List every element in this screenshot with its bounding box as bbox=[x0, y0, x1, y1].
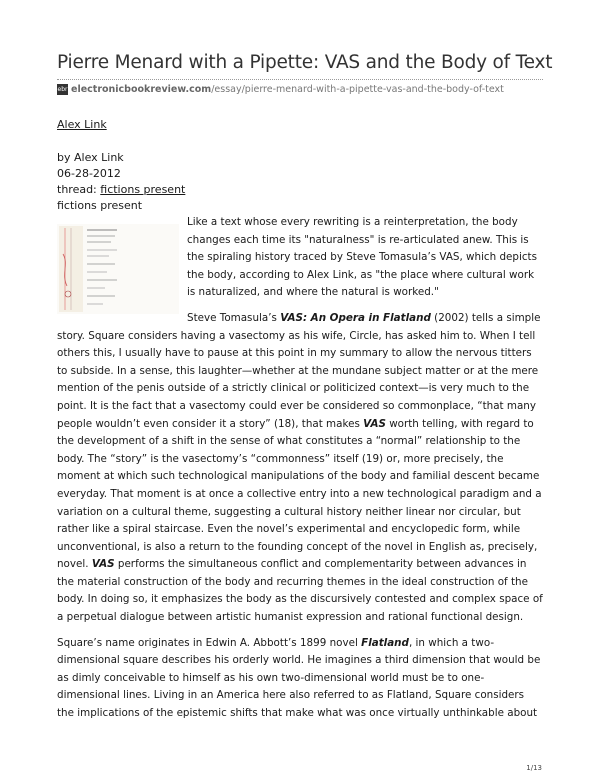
paragraph-text: Square’s name originates in Edwin A. Abbott’s 1899 novel bbox=[57, 636, 362, 649]
page-title: Pierre Menard with a Pipette: VAS and the Body of Text bbox=[57, 52, 553, 73]
site-favicon-icon: ebr bbox=[57, 86, 68, 93]
book-title: Flatland bbox=[361, 636, 409, 649]
author-link-line bbox=[57, 117, 107, 133]
article-body bbox=[57, 214, 543, 731]
thread-label: thread: bbox=[57, 183, 101, 196]
title-divider bbox=[57, 79, 543, 80]
book-title: VAS: An Opera in Flatland bbox=[280, 311, 431, 324]
vas-book-page-image-icon bbox=[57, 224, 179, 314]
article-paragraph bbox=[57, 635, 543, 723]
source-domain[interactable]: electronicbookreview.com bbox=[71, 84, 212, 95]
paragraph-text: Steve Tomasula’s bbox=[187, 311, 281, 324]
date: 06-28-2012 bbox=[57, 167, 121, 180]
paragraph-text: worth telling, with regard to the development of a shift in the sense of what constitutes a “normal” relationship to the body. The “story” is the vasectomy’s “commonness” itself (19) or, more precisely, the moment at which such technological manipulations of the body and familial descent became everyday. That moment is at once a collective entry into a new technological paradigm and a variation on a cultural theme, suggesting a cultural history neither linear nor circular, but rather like a spiral staircase. Even the novel’s experimental and encyclopedic form, while unconventional, is also a return to the founding concept of the novel in English as, precisely, novel. bbox=[57, 417, 542, 571]
paragraph-text: (2002) tells a simple story. Square considers having a vasectomy as his wife, Circle, has asked him to. When I tell others this, I usually have to pause at this point in my summary to allow the nervous titters to subside. In a sense, this laughter—whether at the mundane subject matter or at the mere mention of the penis outside of a strictly clinical or politicized context—is very much to the point. It is the fact that a vasectomy could ever be considered so commonplace, “that many people wouldn’t even consider it a story” (18), that makes bbox=[57, 311, 541, 430]
thread-line bbox=[57, 182, 185, 198]
paragraph-1: Like a text whose every rewriting is a reinterpretation, the body changes each time its "naturalness" is re-articulated anew. This is the spiraling history traced by Steve Tomasula’s VAS, which depicts the body, according to Alex Link, as "the place where cultural work is naturalized, and where the natural is worked." bbox=[187, 216, 537, 299]
byline: by Alex Link bbox=[57, 151, 124, 164]
page-indicator: 1/13 bbox=[526, 764, 542, 772]
thread-link[interactable]: fictions present bbox=[100, 183, 186, 196]
article-paragraph bbox=[57, 310, 543, 627]
book-title: VAS bbox=[363, 417, 386, 430]
author-link[interactable]: Alex Link bbox=[57, 118, 107, 131]
book-page-thumbnail bbox=[57, 224, 179, 314]
book-title: VAS bbox=[91, 558, 115, 571]
paragraph-text: performs the simultaneous conflict and complementarity between advances in the material construction of the body and recurring themes in the ideal construction of the body. In doing so, it emphasizes the body as the discursively contested and complex space of a perpetual dialogue between artistic humanist expression and rational functional design. bbox=[57, 558, 543, 624]
paragraph-text: , in which a two-dimensional square describes his orderly world. He imagines a third dimension that would be as dimly conceivable to himself as his own two-dimensional world must be to one-dimensional lines. Living in an America here also referred to as Flatland, Square considers the implications of the epistemic shifts that make what was once virtually unthinkable about bbox=[57, 636, 541, 720]
thread-plain: fictions present bbox=[57, 199, 143, 212]
source-url[interactable] bbox=[57, 84, 504, 95]
source-path[interactable]: /essay/pierre-menard-with-a-pipette-vas-and-the-body-of-text bbox=[211, 84, 504, 95]
